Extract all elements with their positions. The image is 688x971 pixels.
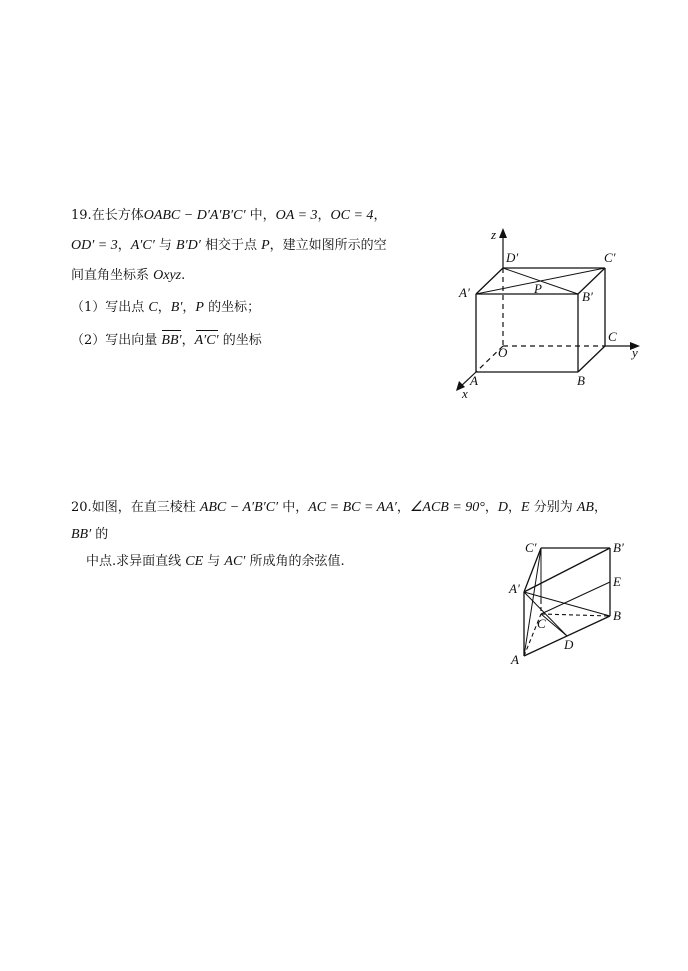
q19-math: OD′ = 3 <box>71 238 118 253</box>
q20-text: 中点.求异面直线 <box>86 554 186 569</box>
q20-label-c: C <box>537 616 546 631</box>
q19-label-c1: C′ <box>604 250 616 265</box>
q19-text: ， <box>182 300 196 315</box>
q19-label-b: B <box>577 373 585 388</box>
q20-text: ， <box>508 500 522 515</box>
q19-vector-ac: A′C′ <box>194 333 219 348</box>
q19-label-o: O <box>498 345 508 360</box>
q19-text: ，建立如图所示的空 <box>269 238 387 253</box>
q20-math: AC′ <box>224 554 246 569</box>
q19-text: 中， <box>245 208 276 223</box>
q19-math: OA = 3 <box>275 208 318 223</box>
q20-text: 与 <box>203 554 225 569</box>
q20-text: 分别为 <box>529 500 577 515</box>
q19-text: 的坐标； <box>203 300 261 315</box>
q19-math: B′ <box>170 300 183 315</box>
q19-math: Oxyz <box>153 268 182 283</box>
q19-label-a1: A′ <box>459 285 470 300</box>
q19-number: 19. <box>71 208 92 223</box>
q19-math: A′C′ <box>130 238 155 253</box>
q20-text: 所成角的余弦值. <box>245 554 345 569</box>
q20-math: AC = BC = AA′ <box>308 500 397 515</box>
q20-text: ， <box>484 500 498 515</box>
q20-text: 如图，在直三棱柱 <box>91 500 200 515</box>
q20-label-c1: C′ <box>525 540 537 555</box>
q20-text: 中， <box>278 500 309 515</box>
q19-text: 的坐标 <box>218 333 262 348</box>
q19-vector-bb: BB′ <box>161 333 182 348</box>
q20-text: ， <box>396 500 410 515</box>
q20-math: ∠ACB = 90° <box>409 500 485 515</box>
q19-label-p: P <box>534 281 542 296</box>
q19-text: 间直角坐标系 <box>71 268 154 283</box>
q20-label-e: E <box>613 574 621 589</box>
q19-text: 在长方体 <box>91 208 144 223</box>
q19-text: ， <box>181 333 195 348</box>
q19-math: OC = 4 <box>330 208 374 223</box>
q19-text: ， <box>157 300 171 315</box>
q19-math: P <box>195 300 204 315</box>
q20-label-b: B <box>613 608 621 623</box>
q19-label-d1: D′ <box>506 250 519 265</box>
q19-label-y: y <box>632 345 638 360</box>
q19-text: （2）写出向量 <box>71 333 162 348</box>
q20-label-a1: A′ <box>509 581 520 596</box>
q19-math: B′D′ <box>176 238 201 253</box>
q19-label-c: C <box>608 329 617 344</box>
q20-label-d: D <box>564 637 574 652</box>
q19-text: ， <box>373 208 387 223</box>
q20-label-b1: B′ <box>613 540 624 555</box>
q20-label-a: A <box>511 652 519 667</box>
q19-math: OABC − D′A′B′C′ <box>143 208 246 223</box>
q19-label-b1: B′ <box>582 289 593 304</box>
q19-text: . <box>181 268 186 283</box>
q19-text: ， <box>317 208 331 223</box>
q19-text: （1）写出点 <box>71 300 149 315</box>
q19-math: P <box>261 238 270 253</box>
q20-math: ABC − A′B′C′ <box>199 500 279 515</box>
q19-label-z: z <box>491 227 497 242</box>
q19-text: ， <box>117 238 131 253</box>
q20-math: E <box>521 500 530 515</box>
q20-math: D <box>497 500 509 515</box>
q20-text: ， <box>593 500 607 515</box>
q20-math: CE <box>185 554 204 569</box>
q19-text: 相交于点 <box>200 238 262 253</box>
q20-math: AB <box>576 500 594 515</box>
q20-number: 20. <box>71 500 92 515</box>
q19-text: 与 <box>154 238 177 253</box>
q20-text: 的 <box>91 527 109 542</box>
q19-label-x: x <box>462 386 468 401</box>
q19-math: C <box>148 300 158 315</box>
q19-label-a: A <box>470 373 478 388</box>
q20-math: BB′ <box>71 527 92 542</box>
